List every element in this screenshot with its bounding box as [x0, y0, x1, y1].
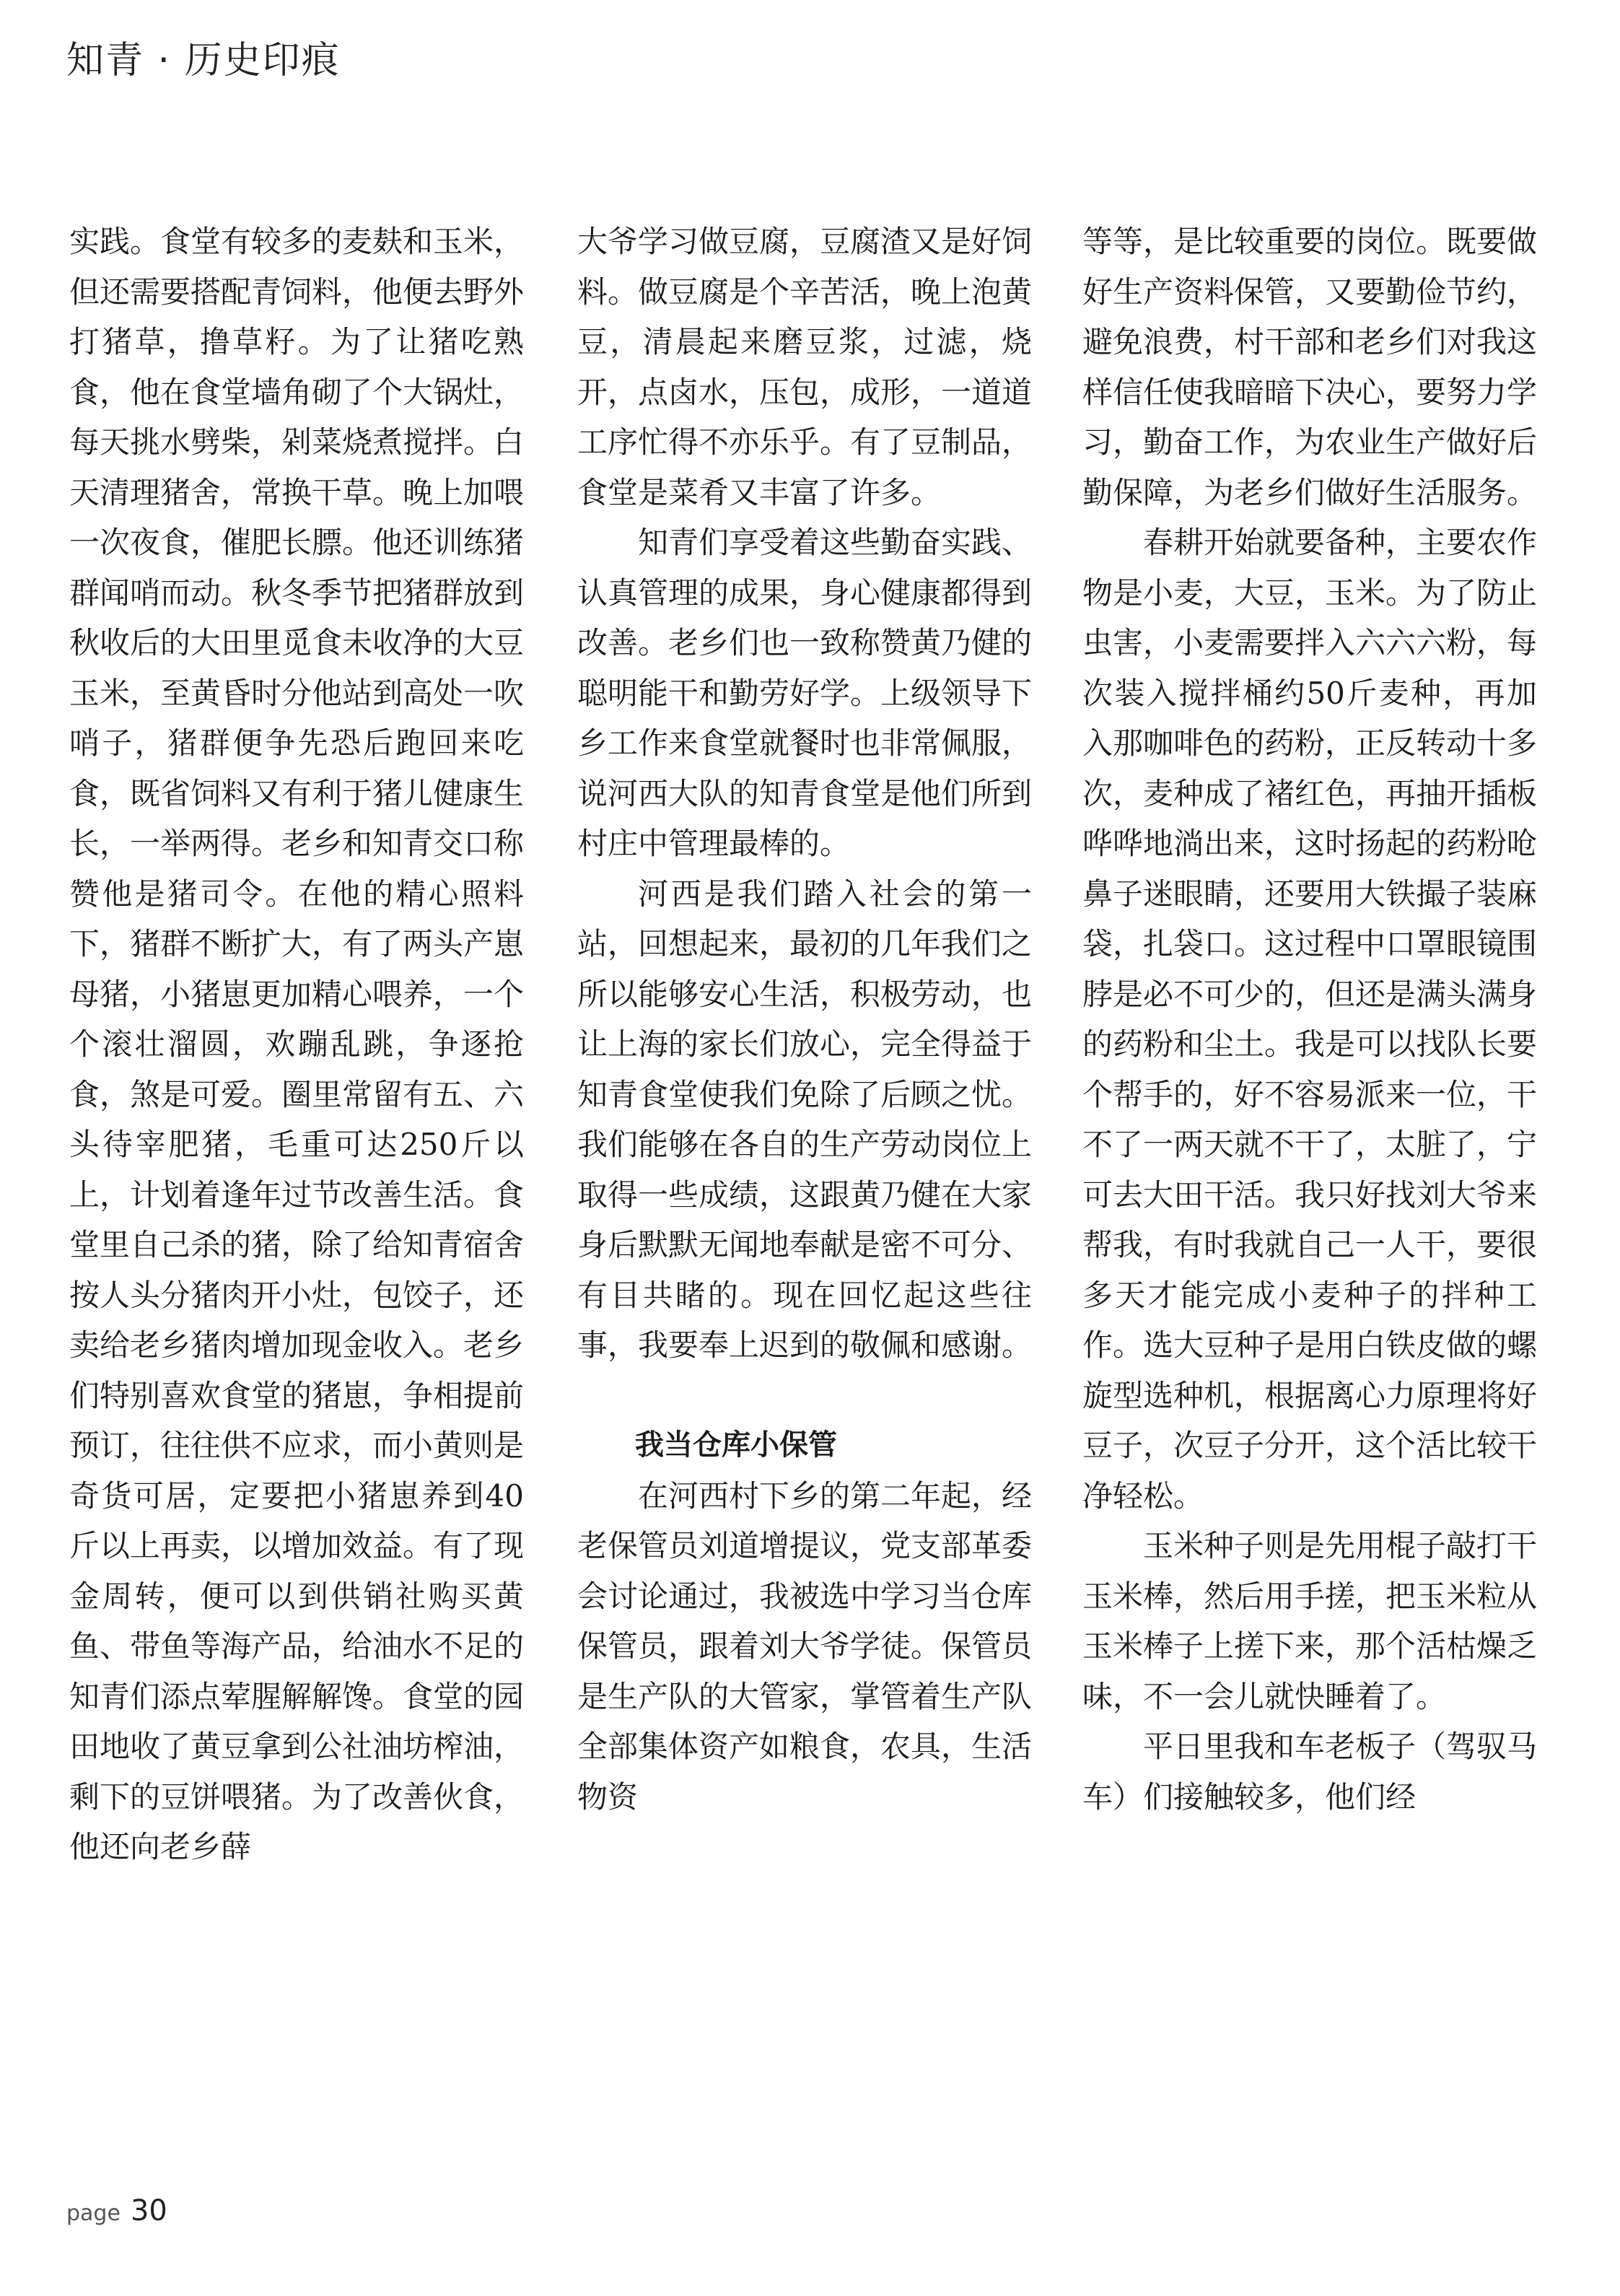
- spacer: [577, 1371, 1032, 1421]
- paragraph: 玉米种子则是先用棍子敲打干玉米棒，然后用手搓，把玉米粒从玉米棒子上搓下来，那个活枯燥乏味，不一会儿就快睡着了。: [1082, 1528, 1538, 1714]
- page-number: 30: [130, 2194, 167, 2227]
- paragraph: 平日里我和车老板子（驾驭马车）们接触较多，他们经: [1082, 1729, 1538, 1815]
- section-title: 我当仓库小保管: [635, 1428, 837, 1462]
- paragraph: 等等，是比较重要的岗位。既要做好生产资料保管，又要勤俭节约，避免浪费，村干部和老乡们对我这样信任使我暗暗下决心，要努力学习，勤奋工作，为农业生产做好后勤保障，为老乡们做好生活服务。: [1082, 224, 1538, 510]
- text-column-1: [69, 217, 524, 1872]
- paragraph: 知青们享受着这些勤奋实践、认真管理的成果，身心健康都得到改善。老乡们也一致称赞黄乃健的聪明能干和勤劳好学。上级领导下乡工作来食堂就餐时也非常佩服，说河西大队的知青食堂是他们所到村庄中管理最棒的。: [577, 525, 1033, 861]
- paragraph: 在河西村下乡的第二年起，经老保管员刘道增提议，党支部革委会讨论通过，我被选中学习当仓库保管员，跟着刘大爷学徒。保管员是生产队的大管家，掌管着生产队全部集体资产如粮食，农具，生活物资: [577, 1477, 1033, 1815]
- page-footer: [66, 2194, 167, 2227]
- text-column-2: [577, 217, 1032, 1822]
- text-column-3: [1082, 217, 1537, 1822]
- paragraph: 大爷学习做豆腐，豆腐渣又是好饲料。做豆腐是个辛苦活，晚上泡黄豆，清晨起来磨豆浆，过滤，烧开，点卤水，压包，成形，一道道工序忙得不亦乐乎。有了豆制品，食堂是菜肴又丰富了许多。: [577, 224, 1033, 510]
- paragraph: 实践。食堂有较多的麦麸和玉米，但还需要搭配青饲料，他便去野外打猪草，撸草籽。为了让猪吃熟食，他在食堂墙角砌了个大锅灶，每天挑水劈柴，剁菜烧煮搅拌。白天清理猪舍，常换干草。晚上加喂一次夜食，催肥长膘。他还训练猪群闻哨而动。秋冬季节把猪群放到秋收后的大田里觅食未收净的大豆玉米，至黄昏时分他站到高处一吹哨子，猪群便争先恐后跑回来吃食，既省饲料又有利于猪儿健康生长，一举两得。老乡和知青交口称赞他是猪司令。在他的精心照料下，猪群不断扩大，有了两头产崽母猪，小猪崽更加精心喂养，一个个滚壮溜圆，欢蹦乱跳，争逐抢食，煞是可爱。圈里常留有五、六头待宰肥猪，毛重可达250斤以上，计划着逢年过节改善生活。食堂里自己杀的猪，除了给知青宿舍按人头分猪肉开小灶，包饺子，还卖给老乡猪肉增加现金收入。老乡们特别喜欢食堂的猪崽，争相提前预订，往往供不应求，而小黄则是奇货可居，定要把小猪崽养到40斤以上再卖，以增加效益。有了现金周转，便可以到供销社购买黄鱼、带鱼等海产品，给油水不足的知青们添点荤腥解解馋。食堂的园田地收了黄豆拿到公社油坊榨油，剩下的豆饼喂猪。为了改善伙食，他还向老乡薛: [69, 224, 525, 1864]
- paragraph: 春耕开始就要备种，主要农作物是小麦，大豆，玉米。为了防止虫害，小麦需要拌入六六六粉，每次装入搅拌桶约50斤麦种，再加入那咖啡色的药粉，正反转动十多次，麦种成了褚红色，再抽开插板哗哗地淌出来，这时扬起的药粉呛鼻子迷眼睛，还要用大铁撮子装麻袋，扎袋口。这过程中口罩眼镜围脖是必不可少的，但还是满头满身的药粉和尘土。我是可以找队长要个帮手的，好不容易派来一位，干不了一两天就不干了，太脏了，宁可去大田干活。我只好找刘大爷来帮我，有时我就自己一人干，要很多天才能完成小麦种子的拌种工作。选大豆种子是用白铁皮做的螺旋型选种机，根据离心力原理将好豆子，次豆子分开，这个活比较干净轻松。: [1082, 525, 1538, 1514]
- paragraph: 河西是我们踏入社会的第一站，回想起来，最初的几年我们之所以能够安心生活，积极劳动，也让上海的家长们放心，完全得益于知青食堂使我们免除了后顾之忧。我们能够在各自的生产劳动岗位上取得一些成绩，这跟黄乃健在大家身后默默无闻地奉献是密不可分、有目共睹的。现在回忆起这些往事，我要奉上迟到的敬佩和感谢。: [577, 876, 1033, 1363]
- running-header: 知青 · 历史印痕: [66, 39, 341, 82]
- page-label: page: [66, 2201, 121, 2226]
